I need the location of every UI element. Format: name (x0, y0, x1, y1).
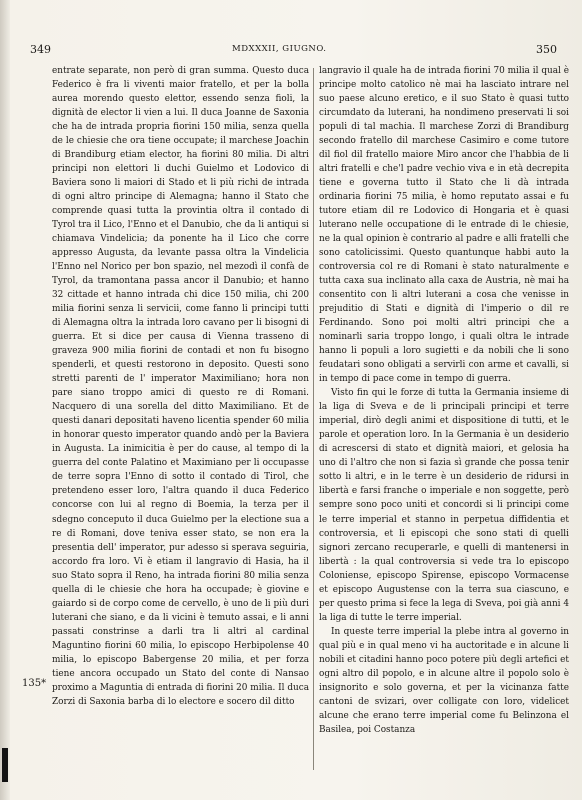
running-title: MDXXXII, GIUGNO. (232, 44, 327, 54)
page-number-left: 349 (30, 43, 51, 56)
page-number-right: 350 (536, 43, 557, 56)
right-paragraph-3: In queste terre imperial la plebe intra al governo in qual più e in qual meno vi ha auctoritade e in alcune li nobili et citadini hanno poco potere più degli artefici et ogni altro dil popolo, e in alcune altre il popolo solo è insignorito e solo governa, et per la vicinanza fatte cantoni de svizari, over colligate con loro, videlicet alcune che erano terre imperial come fu Belinzona el Basilea, poi Costanza (319, 626, 569, 735)
right-column (319, 64, 569, 737)
page-header (0, 43, 582, 57)
scan-edge-mark (2, 748, 8, 782)
page-binding (0, 0, 10, 800)
column-divider (313, 68, 314, 770)
left-paragraph-1: entrate separate, non però di gran summa. Questo duca Federico è fra li viventi maior fratello, et per la bolla aurea morendo questo elettor, essendo senza fioli, la dignità de elector li vien a lui. Il duca Joanne de Saxonia che ha de intrada propria fiorini 150 milia, senza quella de le chiesie che ora tiene occupate; il marchese Joachin di Brandiburg etiam elector, ha fiorini 80 milia. Di altri principi non elettori li duchi Guielmo et Lodovico di Baviera sono li maiori di Stado et li più richi de intrada di ogni altro principe di Alemagna; hanno il Stato che comprende quasi tutta la provintia oltra il contado di Tyrol tra il Lico, l'Enno et el Danubio, che da li antiqui si chiamava Vindelicia; da ponente ha il Lico che corre appresso Augusta, da levante passa oltra la Vindelicia l'Enno nel Norico per bon spazio, nel mezodì il confà de Tyrol, da tramontana passa ancor il Danubio; et hanno 32 cittade et hanno intrada chi dice 150 milia, chi 200 milia fiorini senza li servicii, come fanno li principi tutti di Alemagna oltra la intrada loro cavano per li bisogni di guerra. Et si dice per causa di Vienna trasseno di graveza 900 milia fiorini de contadi et non fu bisogno spenderli, et questi restorono in deposito. Questi sono stretti parenti de l' imperator Maximiliano; hora non pare siano troppo amici di questo re di Romani. Nacquero di una sorella del ditto Maximiliano. Et de questi danari depositati haveno licentia spender 60 milia in honorar questo imperator quando andò per la Baviera in Augusta. La inimicitia è per do cause, al tempo di la guerra del conte Palatino et Maximiano per li occupasse de terre sopra l'Enno di sotto il contado di Tirol, che pretendeno esser loro, l'altra quando il duca Federico concorse con lui al regno di Boemia, la terza per il sdegno conceputo il duca Guielmo per la electione sua a re di Romani, dove teniva esser stato, se non era la presentia dell' imperator, pur adesso si sperava seguiria, accordo fra loro. Vi è etiam il langravio di Hasia, ha il suo Stato sopra il Reno, ha intrada fiorini 80 milia senza quella di le chiesie che hora ha occupade; è giovine e gaiardo si de corpo come de cervello, è uno de li più duri luterani che siano, e da li vicini è temuto assai, e li anni passati constrinse a darli tra li altri al cardinal Maguntino fiorini 60 milia, lo episcopo Herbipolense 40 milia, lo episcopo Babergense 20 milia, et per forza tiene ancora occupado un Stato del conte di Nansao proximo a Maguntia di entrada di fiorini 20 milia. Il duca Zorzi di Saxonia barba di lo electore e socero dil ditto (52, 66, 309, 707)
right-paragraph-2: Visto fin qui le forze di tutta la Germania insieme di la liga di Sveva e de li principali principi et terre imperial, dirò degli animi et dispositione di tutti, et le parole et operation loro. In la Germania è un desiderio di acrescersi di stato et dignità maiori, et gelosia ha uno di l'altro che non si fazia sì grande che possa tenir sotto li altri, e in le terre è un desiderio de ridursi in libertà e farsi franche o imperiale e non soggette, però sempre sono poco uniti et concordi si li principi come le terre imperial et stanno in perpetua diffidentia et controversia, et li episcopi che sono stati di quelli signori zercano recuperarle, e quelli di mantenersi in libertà : la qual controversia si vede tra lo episcopo Coloniense, episcopo Spirense, episcopo Vormacense et episcopo Augustense con la terra sua ciascuno, e per questo prima si fece la lega di Sveva, poi già anni 4 la liga di tutte le terre imperial. (319, 388, 569, 623)
left-column (52, 64, 309, 709)
right-paragraph-1: langravio il quale ha de intrada fiorini 70 milia il qual è principe molto catolico nè mai ha lasciato intrare nel suo paese alcuno eretico, e il suo Stato è quasi tutto circumdato da luterani, ha nondimeno preservati li soi populi di tal machia. Il marchese Zorzi di Brandiburg secondo fratello dil marchese Casimiro e come tutore dil fiol dil fratello maiore Miro ancor che l'habbia de li altri fratelli e che'l padre vechio viva e in età decrepita tiene e governa tutto il Stato che li dà intrada ordinaria fiorini 75 milia, è homo reputato assai e fu tutore etiam dil re Lodovico di Hongaria et è quasi luterano nelle occupatione di le entrade di le chiesie, ne la qual opinion è contrario al padre e alli fratelli che sono catolicissimi. Questo quantunque habbi auto la controversia col re di Romani è stato naturalmente e tutta caxa sua inclinato alla caxa de Austria, nè mai ha consentito con li altri luterani a cosa che venisse in prejuditio di Stati e dignità di l'imperio o dil re Ferdinando. Sono poi molti altri principi che a nominarli saria troppo longo, i quali oltra le intrade hanno li populi a loro sugietti e da nobili che li sono feudatari sono obligati a servirli con arme et cavalli, si in tempo di pace come in tempo di guerra. (319, 66, 569, 385)
margin-marker: 135* (22, 678, 47, 689)
